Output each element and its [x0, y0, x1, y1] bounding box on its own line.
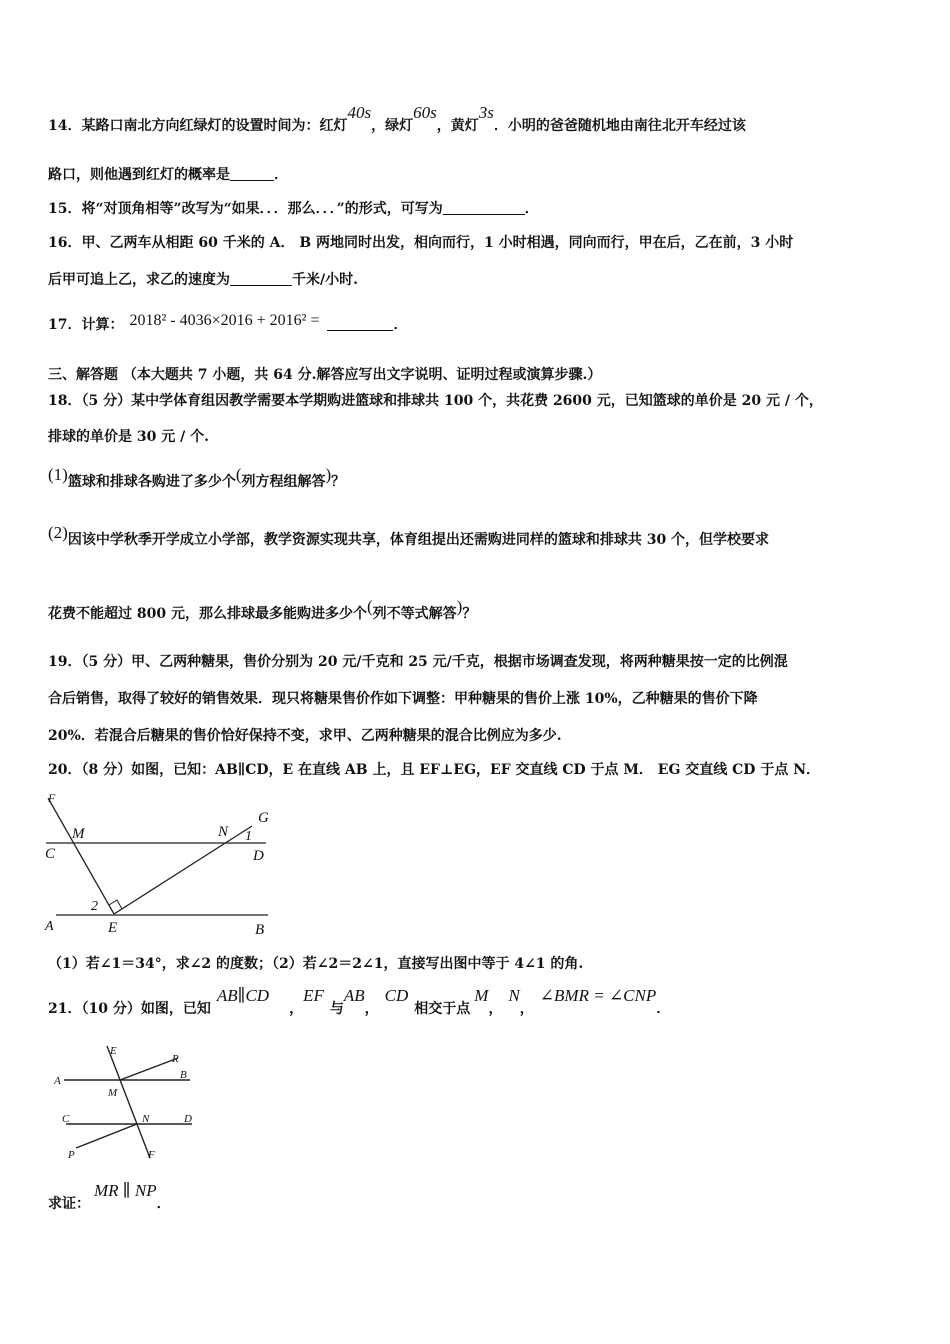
q21-prove-end: ． — [156, 1196, 171, 1212]
q21-line — [48, 986, 671, 1018]
label-m: M — [72, 826, 85, 842]
q14-text-a: 14．某路口南北方向红绿灯的设置时间为：红灯 — [48, 118, 348, 134]
q20-figure — [40, 786, 280, 938]
q14-green-time: 60s — [413, 103, 437, 122]
q18-part1-text-b: 列方程组解答 — [241, 474, 326, 490]
q18-part1-text-a: 篮球和排球各购进了多少个 — [67, 474, 236, 490]
label-d: D — [253, 848, 264, 864]
q21-text-g: ， — [519, 1001, 534, 1017]
q21-math-n: N — [508, 986, 520, 1005]
q21-text-a: 21．（10 分）如图，已知 — [48, 1001, 211, 1017]
label-g: G — [258, 810, 269, 826]
label-c: C — [45, 846, 56, 862]
q20-text-2: （1）若∠1＝34°，求∠2 的度数；（2）若∠2＝2∠1，直接写出图中等于 4∠1 的角. — [48, 956, 584, 972]
label-angle-2: 2 — [91, 899, 98, 914]
q21-math-mr-np: MR ∥ NP — [94, 1181, 157, 1200]
line-np — [76, 1124, 137, 1148]
q21-math-cd: CD — [384, 986, 409, 1005]
q16-text-1: 16．甲、乙两车从相距 60 千米的 A． B 两地同时出发，相向而行，1 小时相遇，同向而行，甲在后，乙在前，3 小时 — [48, 235, 794, 251]
line-mr — [120, 1058, 178, 1080]
q18-text-2: 排球的单价是 30 元 / 个. — [48, 429, 209, 445]
section-3-title — [48, 366, 601, 384]
q18-text-1: 18．（5 分）某中学体育组因教学需要本学期购进篮球和排球共 100 个，共花费 2600 元，已知篮球的单价是 20 元 / 个， — [48, 393, 823, 409]
q14-line2-end: ． — [274, 167, 288, 183]
q14-text-d: ．小明的爸爸随机地由南往北开车经过该 — [493, 118, 746, 134]
q21-text-e: 相交于点 — [414, 1001, 471, 1017]
label-d: D — [184, 1113, 192, 1125]
label-p: P — [68, 1149, 75, 1161]
q20-line1 — [48, 761, 820, 779]
q19-line1 — [48, 653, 788, 671]
q21-math-m: M — [474, 986, 489, 1005]
q14-line2 — [48, 166, 288, 184]
q19-line2 — [48, 690, 758, 708]
q17-expression: 2018² - 4036×2016 + 2016² = — [129, 312, 320, 329]
q21-math-ef: EF — [303, 986, 324, 1005]
q18-part1 — [48, 465, 346, 491]
q16-text-2b: 千米/小时. — [292, 272, 358, 288]
label-a: A — [54, 1075, 61, 1087]
q16-text-2a: 后甲可追上乙，求乙的速度为 — [48, 272, 230, 288]
q21-text-f: ， — [488, 1001, 503, 1017]
answer-blank — [327, 316, 393, 331]
q15-line — [48, 200, 539, 218]
q19-text-3: 20%．若混合后糖果的售价恰好保持不变，求甲、乙两种糖果的混合比例应为多少. — [48, 728, 562, 744]
q19-line3 — [48, 727, 562, 745]
q14-line1 — [48, 103, 746, 135]
q21-text-d: ， — [364, 1001, 379, 1017]
q16-line2 — [48, 271, 358, 289]
q18-part1-paren-close: ) — [325, 465, 332, 484]
label-n: N — [142, 1113, 150, 1125]
q20-text-1: 20．（8 分）如图，已知：AB∥CD，E 在直线 AB 上，且 EF⊥EG，EF 交直线 CD 于点 M． EG 交直线 CD 于点 N． — [48, 762, 820, 778]
q14-red-time: 40s — [347, 103, 372, 122]
label-a: A — [45, 919, 54, 934]
q21-math-ab: AB — [343, 986, 365, 1005]
answer-blank — [443, 200, 525, 215]
q18-part1-number: (1) — [48, 465, 68, 484]
q17-end: ． — [393, 317, 408, 333]
label-b: B — [255, 922, 265, 938]
label-f: F — [48, 791, 56, 805]
section-3-text: 三、解答题 （本大题共 7 小题，共 64 分.解答应写出文字说明、证明过程或演算步骤.） — [48, 367, 602, 383]
q18-line1 — [48, 392, 823, 410]
line-eg — [114, 826, 252, 914]
q14-line2-text: 路口，则他遇到红灯的概率是 — [48, 167, 230, 183]
line-ef — [48, 798, 114, 914]
q15-text: 15．将“对顶角相等”改写为“如果．．．那么．．．”的形式，可写为 — [48, 201, 443, 217]
q21-text-h: ． — [656, 1001, 671, 1017]
q18-part1-paren-open: ( — [235, 465, 242, 484]
q20-line2 — [48, 955, 583, 973]
q15-end: ． — [524, 201, 539, 217]
q18-part2-paren-open: ( — [366, 597, 373, 616]
q19-text-1: 19．（5 分）甲、乙两种糖果，售价分别为 20 元/千克和 25 元/千克，根据市场调查发现，将两种糖果按一定的比例混 — [48, 654, 788, 670]
q18-part1-text-c: ？ — [331, 474, 346, 490]
q18-part2-line1 — [48, 523, 770, 549]
q18-part2-text-2b: 列不等式解答 — [372, 606, 457, 622]
answer-blank — [230, 166, 274, 181]
q18-part2-text-2a: 花费不能超过 800 元，那么排球最多能购进多少个 — [48, 606, 367, 622]
q17-line — [48, 312, 408, 334]
label-f: F — [148, 1149, 155, 1161]
q21-text-c: 与 — [329, 1001, 344, 1017]
q18-part2-paren-close: ) — [456, 597, 463, 616]
q21-math-angles: ∠BMR = ∠CNP — [539, 986, 657, 1005]
q18-part2-text-1: 因该中学秋季开学成立小学部，教学资源实现共享，体育组提出还需购进同样的篮球和排球共 30 个，但学校要求 — [67, 532, 770, 548]
label-e: E — [108, 920, 118, 936]
label-r: R — [172, 1053, 179, 1065]
label-angle-1: 1 — [245, 829, 252, 844]
q18-part2-line2 — [48, 597, 477, 623]
q19-text-2: 合后销售，取得了较好的销售效果．现只将糖果售价作如下调整：甲种糖果的售价上涨 10%，乙种糖果的售价下降 — [48, 691, 758, 707]
q17-label: 17．计算： — [48, 317, 124, 333]
label-m: M — [108, 1087, 118, 1099]
q21-math-ab-cd: AB∥CD — [216, 986, 270, 1005]
label-c: C — [62, 1113, 70, 1125]
label-b: B — [180, 1069, 187, 1081]
label-e: E — [110, 1045, 117, 1057]
answer-blank — [230, 271, 292, 286]
q16-line1 — [48, 234, 793, 252]
q14-text-b: ，绿灯 — [371, 118, 414, 134]
q21-prove-label: 求证： — [48, 1196, 90, 1212]
q21-text-b: ， — [289, 1001, 304, 1017]
q21-figure — [50, 1040, 200, 1170]
q18-part2-number: (2) — [48, 523, 68, 542]
line-ef — [107, 1046, 150, 1158]
q18-line2 — [48, 428, 209, 446]
label-n: N — [218, 824, 229, 840]
q21-prove-line — [48, 1181, 171, 1213]
q18-part2-text-2c: ？ — [462, 606, 477, 622]
q14-text-c: ，黄灯 — [436, 118, 479, 134]
q14-yellow-time: 3s — [478, 103, 494, 122]
